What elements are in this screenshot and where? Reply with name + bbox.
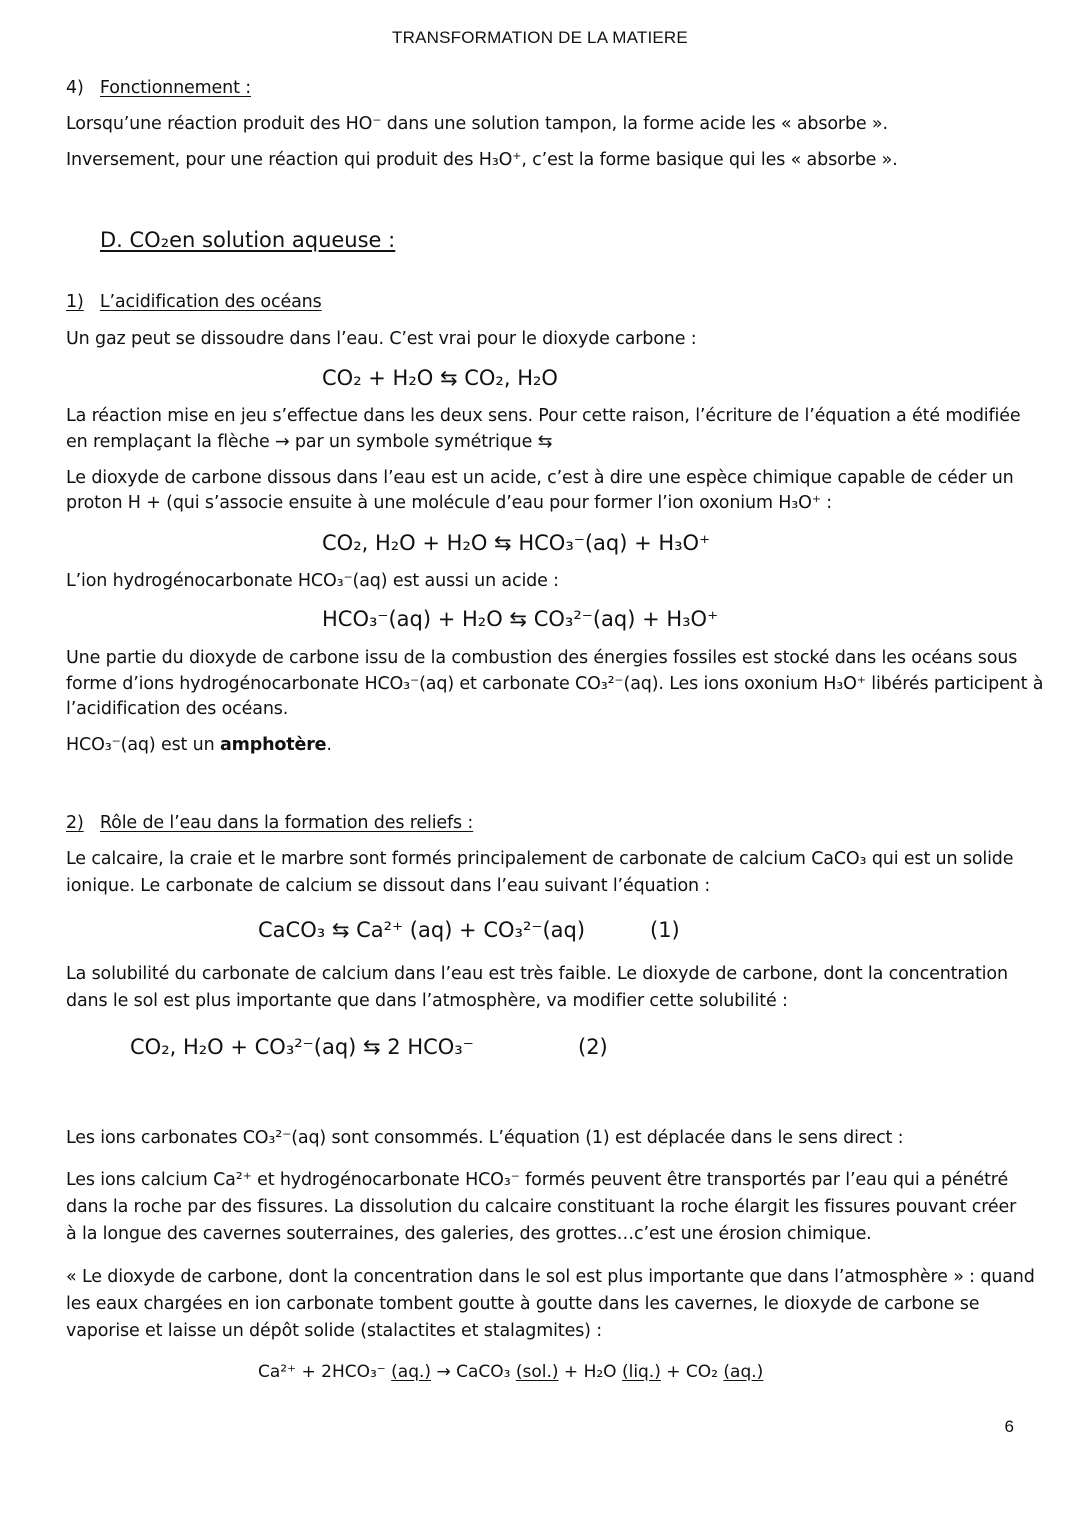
equation-stalactite-formation [258, 1362, 763, 1382]
subsection-2-paragraph-1-line-2: ionique. Le carbonate de calcium se dissout dans l’eau suivant l’équation : [66, 876, 711, 896]
state-liq: (liq.) [621, 1362, 661, 1382]
subsection-2-paragraph-4-line-3: à la longue des cavernes souterraines, des galeries, des grottes…c’est une érosion chimique. [66, 1224, 872, 1244]
subsection-1-paragraph-2-line-2: en remplaçant la flèche → par un symbole symétrique ⇆ [66, 432, 553, 452]
eq3-part-d: + CO₂ [660, 1362, 724, 1382]
subsection-1-paragraph-5-line-2: forme d’ions hydrogénocarbonate HCO₃⁻(aq) et carbonate CO₃²⁻(aq). Les ions oxonium H₃O⁺ libérés participent à [66, 674, 1044, 694]
subsection-1-paragraph-4: L’ion hydrogénocarbonate HCO₃⁻(aq) est aussi un acide : [66, 571, 559, 591]
equation-dissolution-co2: CO₂ + H₂O ⇆ CO₂, H₂O [322, 366, 558, 390]
eq3-part-b: → CaCO₃ [431, 1362, 516, 1382]
subsection-1-paragraph-2-line-1: La réaction mise en jeu s’effectue dans les deux sens. Pour cette raison, l’écriture de l’équation a été modifiée [66, 406, 1021, 426]
subsection-2-paragraph-2-line-1: La solubilité du carbonate de calcium dans l’eau est très faible. Le dioxyde de carbone, dont la concentration [66, 964, 1008, 984]
subsection-2-paragraph-5-line-2: les eaux chargées en ion carbonate tombent goutte à goutte dans les cavernes, le dioxyde de carbone se [66, 1294, 980, 1314]
equation-hco3-acid: HCO₃⁻(aq) + H₂O ⇆ CO₃²⁻(aq) + H₃O⁺ [322, 607, 719, 631]
section-4-heading [66, 78, 251, 98]
subsection-2-paragraph-2-line-2: dans le sol est plus importante que dans l’atmosphère, va modifier cette solubilité : [66, 991, 788, 1011]
page-number: 6 [1004, 1417, 1014, 1436]
equation-number-2: (2) [578, 1035, 608, 1059]
subsection-1-number: 1) [66, 292, 84, 312]
subsection-2-paragraph-4-line-2: dans la roche par des fissures. La dissolution du calcaire constituant la roche élargit les fissures pouvant créer [66, 1197, 1017, 1217]
subsection-2-paragraph-5-line-3: vaporise et laisse un dépôt solide (stalactites et stalagmites) : [66, 1321, 602, 1341]
equation-number-1: (1) [650, 918, 680, 942]
equation-co2-acid: CO₂, H₂O + H₂O ⇆ HCO₃⁻(aq) + H₃O⁺ [322, 531, 711, 555]
section-4-paragraph-2: Inversement, pour une réaction qui produit des H₃O⁺, c’est la forme basique qui les « absorbe ». [66, 150, 898, 170]
equation-caco3-dissolution: CaCO₃ ⇆ Ca²⁺ (aq) + CO₃²⁻(aq) [258, 918, 586, 942]
subsection-2-paragraph-4-line-1: Les ions calcium Ca²⁺ et hydrogénocarbonate HCO₃⁻ formés peuvent être transportés par l’eau qui a pénétré [66, 1170, 1009, 1190]
section-4-paragraph-1: Lorsqu’une réaction produit des HO⁻ dans une solution tampon, la forme acide les « absorbe ». [66, 114, 888, 134]
section-4-title: Fonctionnement : [99, 78, 251, 98]
amphoteric-text-post: . [326, 735, 332, 755]
subsection-1-paragraph-5-line-1: Une partie du dioxyde de carbone issu de la combustion des énergies fossiles est stocké dans les océans sous [66, 648, 1018, 668]
state-aq-1: (aq.) [391, 1362, 432, 1382]
section-4-number: 4) [66, 78, 84, 98]
amphoteric-text-pre: HCO₃⁻(aq) est un [66, 735, 220, 755]
subsection-2-heading [66, 813, 473, 833]
equation-co2-carbonate: CO₂, H₂O + CO₃²⁻(aq) ⇆ 2 HCO₃⁻ [130, 1035, 474, 1059]
subsection-1-intro: Un gaz peut se dissoudre dans l’eau. C’est vrai pour le dioxyde carbone : [66, 329, 697, 349]
eq3-part-a: Ca²⁺ + 2HCO₃⁻ [258, 1362, 392, 1382]
subsection-2-number: 2) [66, 813, 84, 833]
state-aq-2: (aq.) [723, 1362, 764, 1382]
subsection-1-paragraph-6 [66, 735, 332, 755]
subsection-2-paragraph-1-line-1: Le calcaire, la craie et le marbre sont formés principalement de carbonate de calcium CaCO₃ qui est un solide [66, 849, 1014, 869]
subsection-1-paragraph-3-line-1: Le dioxyde de carbone dissous dans l’eau est un acide, c’est à dire une espèce chimique capable de céder un [66, 468, 1014, 488]
subsection-2-title: Rôle de l’eau dans la formation des reliefs : [99, 813, 474, 833]
subsection-1-paragraph-3-line-2: proton H + (qui s’associe ensuite à une molécule d’eau pour former l’ion oxonium H₃O⁺ : [66, 493, 833, 513]
subsection-1-heading [66, 292, 322, 312]
page-header: TRANSFORMATION DE LA MATIERE [392, 28, 688, 47]
state-sol: (sol.) [515, 1362, 559, 1382]
section-d-title: D. CO₂en solution aqueuse : [100, 228, 396, 252]
subsection-2-paragraph-3: Les ions carbonates CO₃²⁻(aq) sont consommés. L’équation (1) est déplacée dans le sens direct : [66, 1128, 904, 1148]
subsection-1-paragraph-5-line-3: l’acidification des océans. [66, 699, 289, 719]
subsection-2-paragraph-5-line-1: « Le dioxyde de carbone, dont la concentration dans le sol est plus importante que dans l’atmosphère » : quand [66, 1267, 1035, 1287]
amphoteric-term: amphotère [219, 735, 327, 755]
eq3-part-c: + H₂O [558, 1362, 622, 1382]
subsection-1-title: L’acidification des océans [99, 292, 322, 312]
